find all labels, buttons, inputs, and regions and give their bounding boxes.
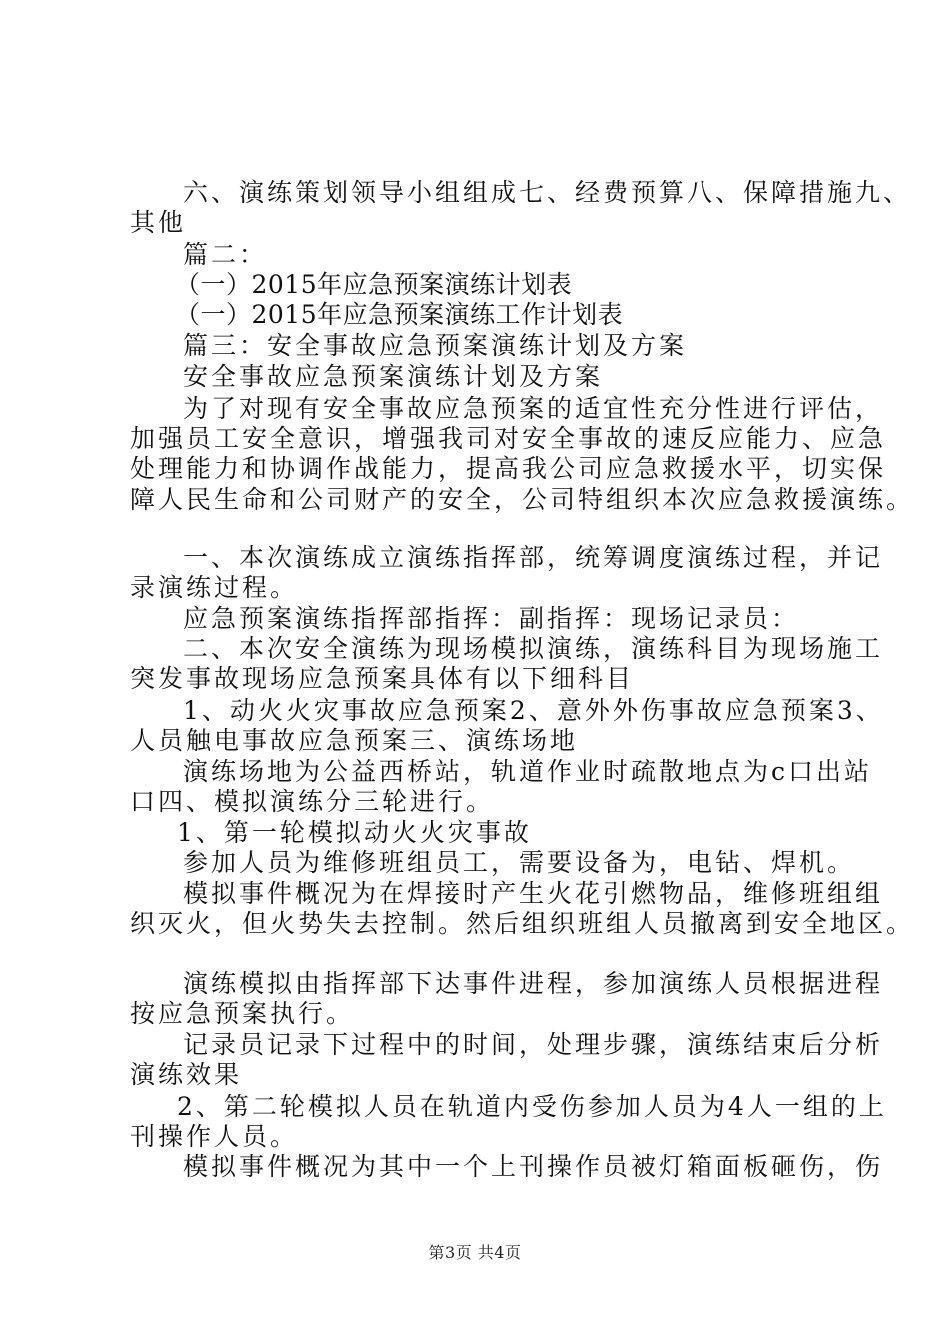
text-line: （一）2015年应急预案演练计划表	[175, 270, 573, 299]
text-line: 演练模拟由指挥部下达事件进程，参加演练人员根据进程	[183, 969, 884, 998]
text-line: 二、本次安全演练为现场模拟演练，演练科目为现场施工	[183, 634, 884, 663]
text-line: 处理能力和协调作战能力，提高我公司应急救援水平，切实保	[130, 454, 887, 483]
text-line: 突发事故现场应急预案具体有以下细科目	[130, 664, 635, 693]
text-line: 六、演练策划领导小组组成七、经费预算八、保障措施九、	[183, 178, 912, 207]
text-line: 口四、模拟演练分三轮进行。	[130, 787, 495, 816]
text-line: 2、第二轮模拟人员在轨道内受伤参加人员为4人一组的上	[177, 1092, 887, 1121]
page-footer: 第3页 共4页	[428, 1243, 522, 1262]
text-line: 记录员记录下过程中的时间，处理步骤，演练结束后分析	[183, 1030, 884, 1059]
text-line: 织灭火，但火势失去控制。然后组织班组人员撤离到安全地区。	[130, 909, 915, 938]
text-line: 应急预案演练指挥部指挥：副指挥：现场记录员：	[183, 604, 800, 633]
text-line: 刊操作人员。	[130, 1122, 299, 1151]
text-line: 演练场地为公益西桥站，轨道作业时疏散地点为c口出站	[183, 757, 873, 786]
text-line: 篇三：安全事故应急预案演练计划及方案	[183, 331, 688, 360]
text-line: 一、本次演练成立演练指挥部，统筹调度演练过程，并记	[183, 543, 884, 572]
text-line: 模拟事件概况为其中一个上刊操作员被灯箱面板砸伤，伤	[183, 1152, 884, 1181]
text-line: 模拟事件概况为在焊接时产生火花引燃物品，维修班组组	[183, 879, 884, 908]
text-line: 录演练过程。	[130, 573, 299, 602]
text-line: 篇二：	[183, 240, 268, 269]
text-line: 加强员工安全意识，增强我司对安全事故的速反应能力、应急	[130, 424, 887, 453]
text-line: 其他	[130, 208, 187, 237]
text-line: 障人民生命和公司财产的安全，公司特组织本次应急救援演练。	[130, 485, 915, 514]
text-line: 人员触电事故应急预案三、演练场地	[130, 726, 579, 755]
text-line: 参加人员为维修班组员工，需要设备为，电钻、焊机。	[183, 848, 856, 877]
text-line: 1、动火火灾事故应急预案2、意外外伤事故应急预案3、	[183, 696, 884, 725]
text-line: 按应急预案执行。	[130, 999, 355, 1028]
text-line: 1、第一轮模拟动火火灾事故	[177, 818, 532, 847]
text-line: 演练效果	[130, 1060, 243, 1089]
text-line: 安全事故应急预案演练计划及方案	[183, 362, 604, 391]
text-line: （一）2015年应急预案演练工作计划表	[175, 300, 624, 329]
text-line: 为了对现有安全事故应急预案的适宜性充分性进行评估，	[183, 394, 884, 423]
